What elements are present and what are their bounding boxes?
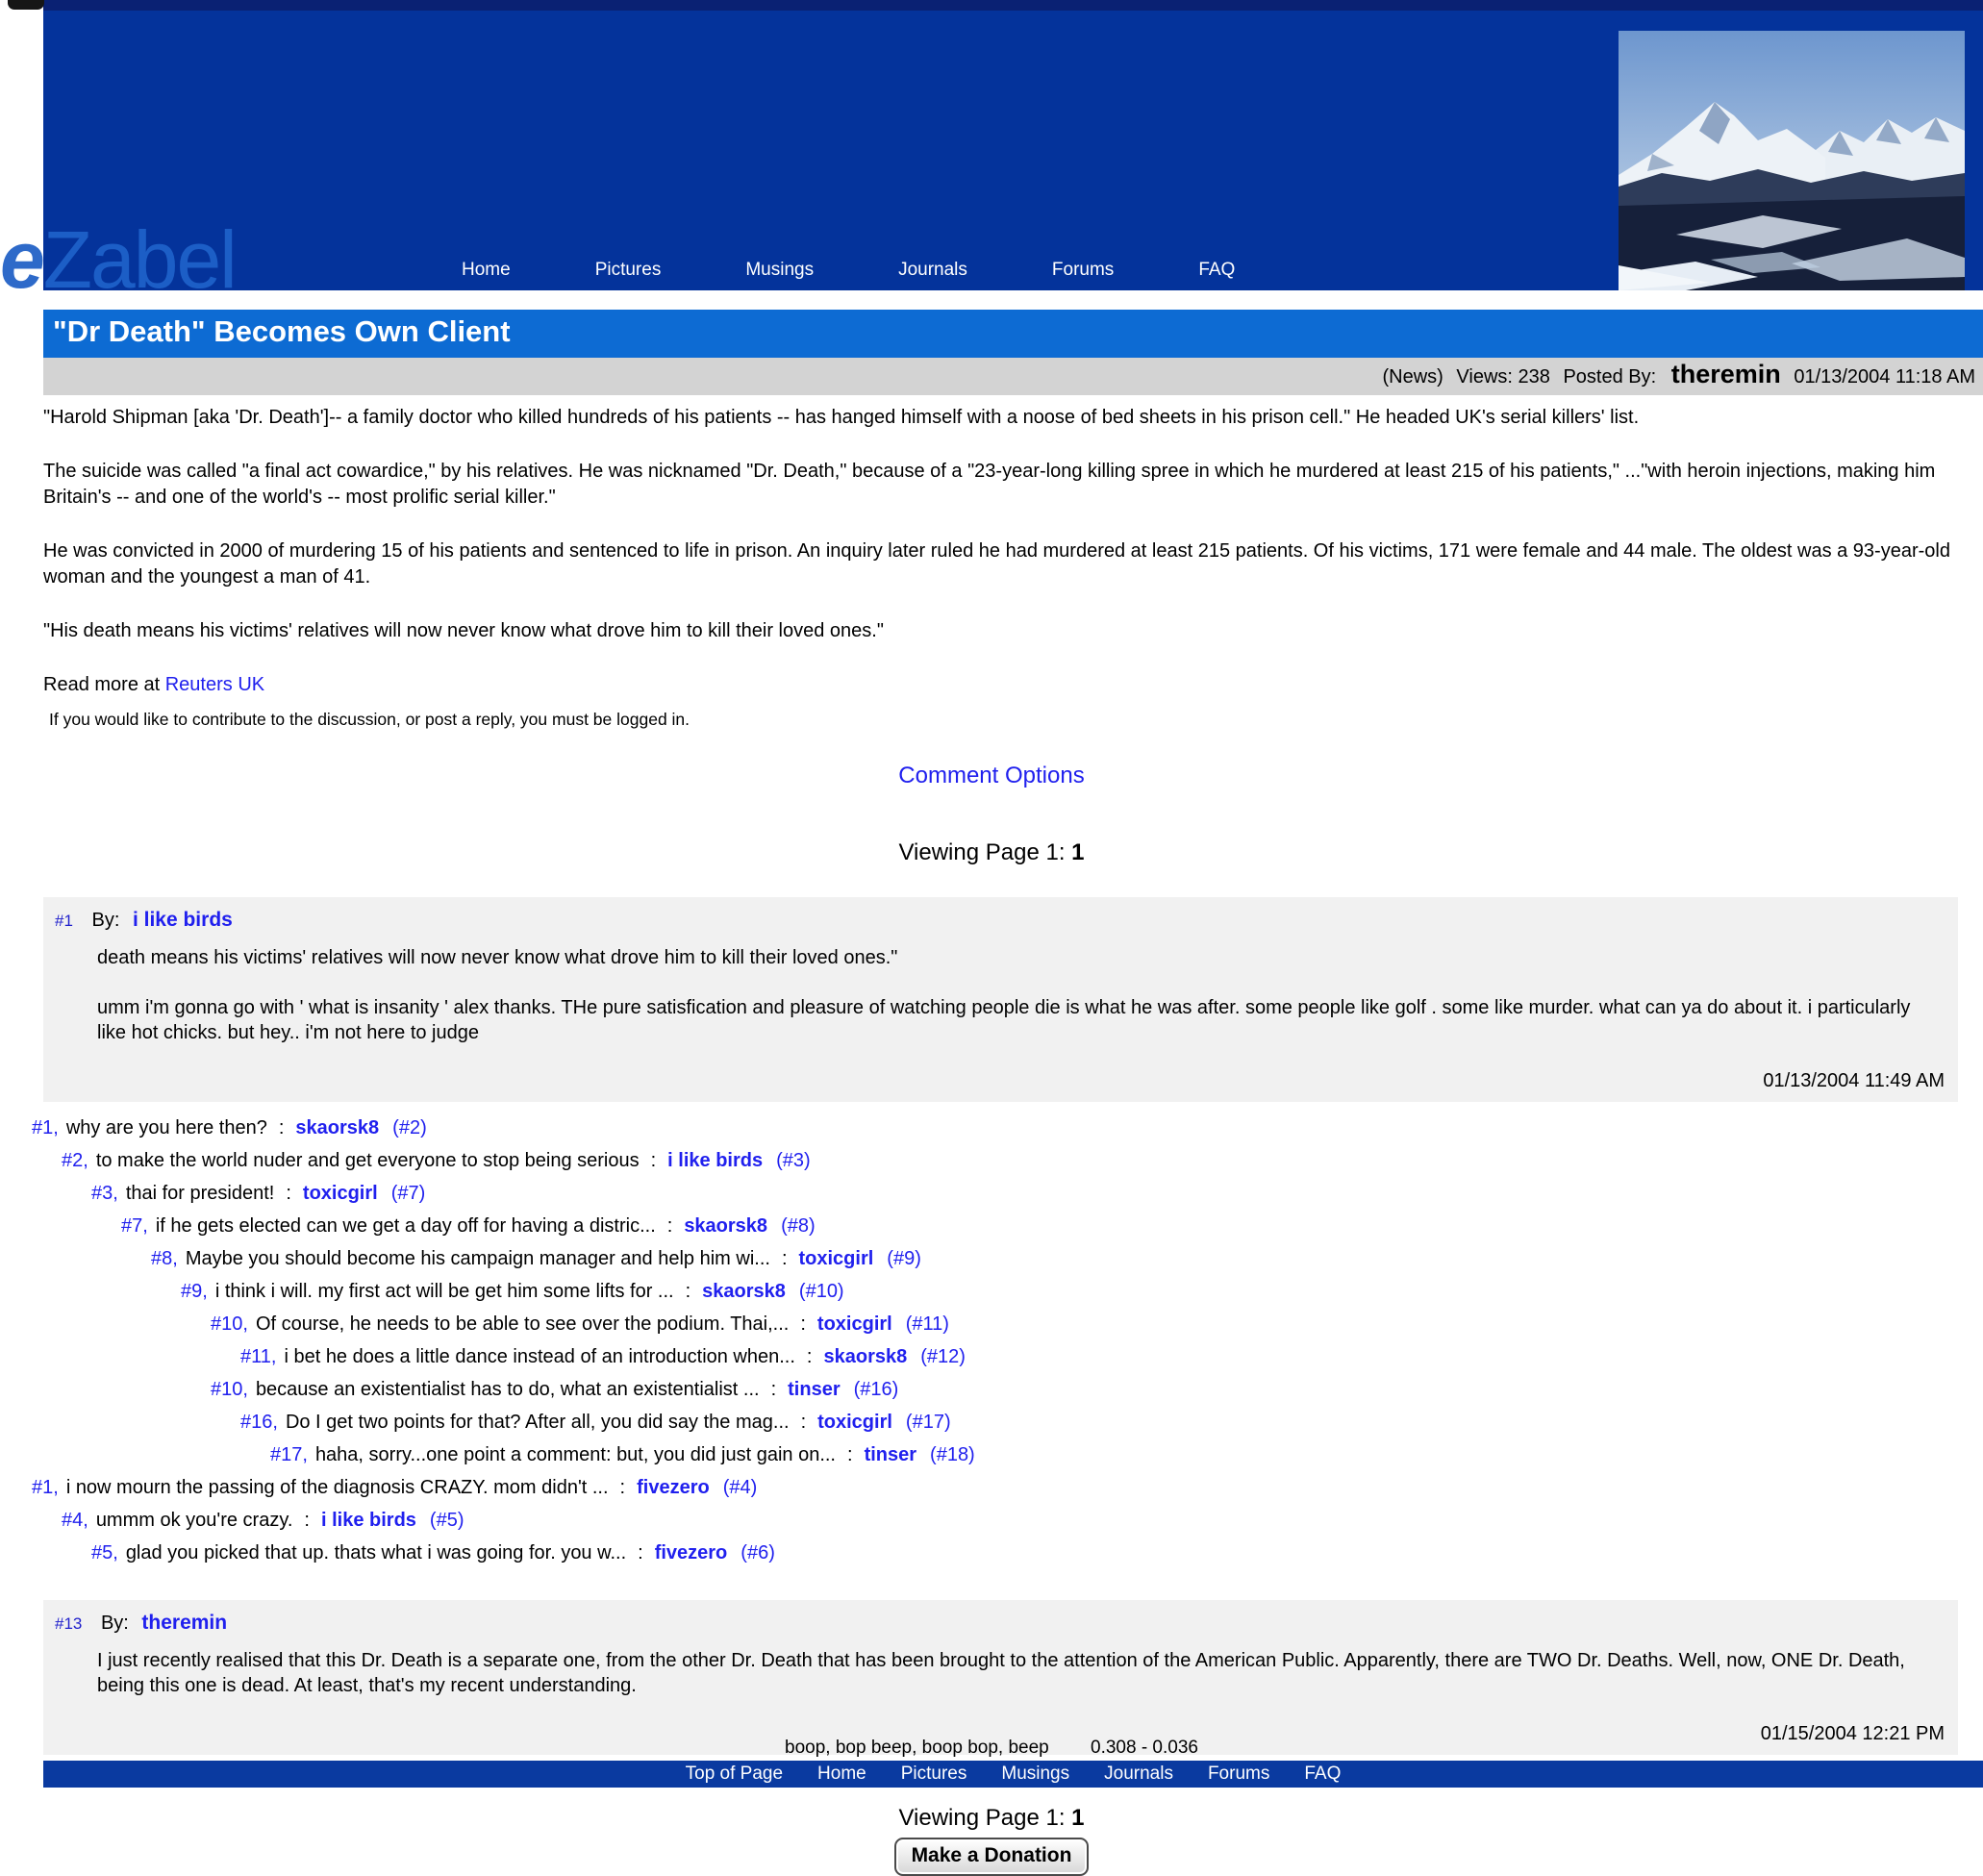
post-date: 01/13/2004 11:18 AM <box>1794 366 1975 388</box>
thread-target-link[interactable]: (#5) <box>429 1509 464 1531</box>
thread-ref-link[interactable]: #1, <box>32 1476 59 1498</box>
comment-options-link[interactable]: Comment Options <box>898 762 1085 788</box>
thread-author-link[interactable]: toxicgirl <box>798 1247 874 1269</box>
comment-paragraph: death means his victims' relatives will now never know what drove him to kill their loved ones." <box>97 946 898 968</box>
thread-target-link[interactable]: (#8) <box>781 1214 816 1237</box>
nav-pictures[interactable]: Pictures <box>594 260 662 280</box>
donation-row <box>0 1838 1983 1876</box>
thread-reply-row <box>211 1373 1983 1406</box>
comment-author-link[interactable]: theremin <box>141 1611 228 1634</box>
comment-body <box>43 932 1958 1045</box>
comment-author-link[interactable]: i like birds <box>132 908 233 931</box>
thread-target-link[interactable]: (#9) <box>887 1247 921 1269</box>
logo-e: e <box>0 214 43 305</box>
thread-target-link[interactable]: (#4) <box>722 1476 758 1498</box>
nav-musings[interactable]: Musings <box>745 260 815 280</box>
thread-separator: : <box>800 1411 807 1433</box>
thread-snippet: ummm ok you're crazy. <box>95 1509 293 1531</box>
thread-author-link[interactable]: toxicgirl <box>302 1182 378 1204</box>
thread-separator: : <box>770 1378 777 1400</box>
thread-reply-row <box>240 1406 1983 1438</box>
viewing-page-prefix: Viewing Page 1: <box>898 1804 1066 1831</box>
thread-separator: : <box>619 1476 626 1498</box>
thread-snippet: i think i will. my first act will be get him some lifts for ... <box>214 1280 674 1302</box>
top-left-tab <box>8 0 44 10</box>
by-label: By: <box>91 909 120 931</box>
comment-body <box>43 1635 1958 1698</box>
comment-paragraph: umm i'm gonna go with ' what is insanity ' alex thanks. THe pure satisfication and pleasure of watching people die is what he was after. some people like golf . some like murder. what can ya do about it. i particularly like hot chicks. but hey.. i'm not here to judge <box>97 996 1911 1043</box>
site-logo[interactable] <box>0 214 236 305</box>
thread-reply-row <box>240 1340 1983 1373</box>
site-header <box>0 11 1983 305</box>
footer-timing-stats: 0.308 - 0.036 <box>1091 1738 1198 1758</box>
footer-tagline <box>0 1738 1983 1759</box>
viewing-page-prefix: Viewing Page 1: <box>898 838 1066 865</box>
thread-ref-link[interactable]: #2, <box>62 1149 88 1171</box>
thread-ref-link[interactable]: #17, <box>270 1443 308 1465</box>
thread-reply-row <box>62 1144 1983 1177</box>
mountain-photo <box>1619 31 1965 290</box>
thread-author-link[interactable]: skaorsk8 <box>702 1280 786 1302</box>
read-more-line <box>43 672 1964 697</box>
thread-ref-link[interactable]: #4, <box>62 1509 88 1531</box>
post-views: Views: 238 <box>1456 366 1550 388</box>
thread-separator: : <box>278 1116 285 1138</box>
comment-block-13 <box>43 1600 1958 1755</box>
thread-target-link[interactable]: (#12) <box>920 1345 966 1367</box>
thread-ref-link[interactable]: #9, <box>181 1280 208 1302</box>
thread-separator: : <box>650 1149 657 1171</box>
thread-snippet: if he gets elected can we get a day off for having a distric... <box>155 1214 656 1237</box>
thread-author-link[interactable]: toxicgirl <box>816 1313 892 1335</box>
thread-separator: : <box>304 1509 310 1531</box>
thread-target-link[interactable]: (#2) <box>392 1116 427 1138</box>
footer-sound-text: boop, bop beep, boop bop, beep <box>785 1738 1049 1758</box>
thread-reply-row <box>91 1537 1983 1569</box>
article-paragraph: "His death means his victims' relatives will now never know what drove him to kill their loved ones." <box>43 619 884 641</box>
article-body <box>43 405 1964 698</box>
thread-ref-link[interactable]: #16, <box>240 1411 278 1433</box>
posted-by-label: Posted By: <box>1563 366 1657 388</box>
footer-musings[interactable]: Musings <box>1001 1763 1070 1784</box>
thread-separator: : <box>286 1182 291 1204</box>
comment-header <box>43 909 1958 932</box>
viewing-page-current: 1 <box>1071 1804 1085 1831</box>
thread-separator: : <box>666 1214 673 1237</box>
nav-forums[interactable]: Forums <box>1051 260 1115 280</box>
thread-author-link[interactable]: skaorsk8 <box>823 1345 908 1367</box>
comment-options-row <box>0 763 1983 789</box>
thread-separator: : <box>685 1280 691 1302</box>
thread-ref-link[interactable]: #1, <box>32 1116 59 1138</box>
comment-header <box>43 1612 1958 1635</box>
post-author[interactable]: theremin <box>1670 360 1781 388</box>
thread-reply-row <box>211 1308 1983 1340</box>
viewing-page-current: 1 <box>1071 838 1085 865</box>
thread-separator: : <box>638 1541 643 1563</box>
article-paragraph: "Harold Shipman [aka 'Dr. Death']-- a family doctor who killed hundreds of his patients -- has hanged himself with a noose of bed sheets in his prison cell." He headed UK's serial killers' list. <box>43 407 1640 428</box>
thread-reply-row <box>32 1112 1983 1144</box>
thread-target-link[interactable]: (#10) <box>798 1280 844 1302</box>
nav-home[interactable]: Home <box>462 260 511 280</box>
thread-author-link[interactable]: i like birds <box>667 1149 764 1171</box>
thread-snippet: thai for president! <box>125 1182 275 1204</box>
footer-forums[interactable]: Forums <box>1207 1763 1270 1784</box>
thread-reply-row <box>181 1275 1983 1308</box>
thread-author-link[interactable]: tinser <box>788 1378 841 1400</box>
comment-timestamp: 01/15/2004 12:21 PM <box>1760 1722 1945 1744</box>
thread-target-link[interactable]: (#16) <box>853 1378 899 1400</box>
thread-list <box>0 1112 1983 1569</box>
thread-snippet: haha, sorry...one point a comment: but, you did just gain on... <box>314 1443 836 1465</box>
thread-author-link[interactable]: fivezero <box>654 1541 728 1563</box>
viewing-page-bottom <box>0 1805 1983 1832</box>
article-paragraph: The suicide was called "a final act cowardice," by his relatives. He was nicknamed "Dr. Death," because of a "23-year-long killing spree in which he murdered at least 215 of his patients," ..."with heroin injections, making him Britain's -- and one of the world's -- most prolific serial killer." <box>43 461 1936 508</box>
nav-faq[interactable]: FAQ <box>1198 260 1236 280</box>
article-paragraph: He was convicted in 2000 of murdering 15 of his patients and sentenced to life in prison. An inquiry later ruled he had murdered at least 215 patients. Of his victims, 171 were female and 44 male. The oldest was a 93-year-old woman and the youngest a man of 41. <box>43 540 1950 588</box>
thread-separator: : <box>781 1247 788 1269</box>
thread-ref-link[interactable]: #7, <box>121 1214 148 1237</box>
thread-reply-row <box>151 1242 1983 1275</box>
thread-snippet: glad you picked that up. thats what i was going for. you w... <box>125 1541 627 1563</box>
make-a-donation-button[interactable]: Make a Donation <box>894 1838 1090 1876</box>
thread-snippet: to make the world nuder and get everyone to stop being serious <box>95 1149 640 1171</box>
thread-ref-link[interactable]: #10, <box>211 1313 248 1335</box>
viewing-page-top <box>0 839 1983 866</box>
thread-snippet: Do I get two points for that? After all, you did say the mag... <box>285 1411 790 1433</box>
footer-top-of-page[interactable]: Top of Page <box>685 1763 784 1784</box>
read-more-prefix: Read more at <box>43 674 161 696</box>
thread-target-link[interactable]: (#3) <box>776 1149 811 1171</box>
thread-ref-link[interactable]: #10, <box>211 1378 248 1400</box>
footer-nav <box>43 1761 1983 1788</box>
thread-separator: : <box>800 1313 806 1335</box>
thread-author-link[interactable]: toxicgirl <box>817 1411 892 1433</box>
logo-rest: Zabel <box>42 214 236 305</box>
post-meta <box>43 358 1983 395</box>
thread-author-link[interactable]: i like birds <box>320 1509 416 1531</box>
thread-author-link[interactable]: skaorsk8 <box>295 1116 380 1138</box>
thread-reply-row <box>91 1177 1983 1210</box>
thread-snippet: Of course, he needs to be able to see over the podium. Thai,... <box>255 1313 790 1335</box>
thread-target-link[interactable]: (#11) <box>905 1313 949 1335</box>
reuters-uk-link[interactable]: Reuters UK <box>164 674 265 696</box>
thread-ref-link[interactable]: #8, <box>151 1247 178 1269</box>
thread-reply-row <box>32 1471 1983 1504</box>
thread-reply-row <box>121 1210 1983 1242</box>
footer-pictures[interactable]: Pictures <box>900 1763 967 1784</box>
thread-target-link[interactable]: (#18) <box>930 1443 975 1465</box>
footer-faq[interactable]: FAQ <box>1304 1763 1342 1784</box>
thread-target-link[interactable]: (#6) <box>740 1541 775 1563</box>
comment-block-1 <box>43 897 1958 1102</box>
comment-number-link[interactable]: #13 <box>55 1613 83 1633</box>
comment-paragraph: I just recently realised that this Dr. Death is a separate one, from the other Dr. Death that has been brought to the attention of the American Public. Apparently, there are TWO Dr. Deaths. Well, now, ONE Dr. Death, being this one is dead. At least, that's my recent understanding. <box>97 1649 1905 1696</box>
thread-target-link[interactable]: (#7) <box>390 1182 426 1204</box>
thread-ref-link[interactable]: #3, <box>91 1182 118 1204</box>
comment-number-link[interactable]: #1 <box>55 911 73 930</box>
post-title: "Dr Death" Becomes Own Client <box>43 310 1983 358</box>
thread-reply-row <box>62 1504 1983 1537</box>
post-category: (News) <box>1382 366 1443 388</box>
main-nav <box>462 260 1235 281</box>
top-strip <box>43 0 1983 11</box>
thread-target-link[interactable]: (#17) <box>905 1411 951 1433</box>
thread-author-link[interactable]: skaorsk8 <box>684 1214 768 1237</box>
thread-snippet: why are you here then? <box>65 1116 267 1138</box>
comment-timestamp: 01/13/2004 11:49 AM <box>1763 1069 1945 1091</box>
thread-separator: : <box>806 1345 813 1367</box>
nav-journals[interactable]: Journals <box>898 260 967 280</box>
footer-journals[interactable]: Journals <box>1104 1763 1173 1784</box>
by-label: By: <box>100 1612 129 1634</box>
thread-reply-row <box>270 1438 1983 1471</box>
thread-author-link[interactable]: tinser <box>864 1443 917 1465</box>
login-note: If you would like to contribute to the discussion, or post a reply, you must be logged in. <box>49 709 690 729</box>
thread-snippet: Maybe you should become his campaign manager and help him wi... <box>185 1247 770 1269</box>
footer-home[interactable]: Home <box>817 1763 866 1784</box>
thread-snippet: i bet he does a little dance instead of an introduction when... <box>284 1345 795 1367</box>
thread-ref-link[interactable]: #11, <box>240 1345 277 1367</box>
thread-ref-link[interactable]: #5, <box>91 1541 118 1563</box>
thread-author-link[interactable]: fivezero <box>637 1476 710 1498</box>
thread-separator: : <box>847 1443 853 1465</box>
thread-snippet: i now mourn the passing of the diagnosis CRAZY. mom didn't ... <box>65 1476 609 1498</box>
thread-snippet: because an existentialist has to do, what an existentialist ... <box>255 1378 760 1400</box>
